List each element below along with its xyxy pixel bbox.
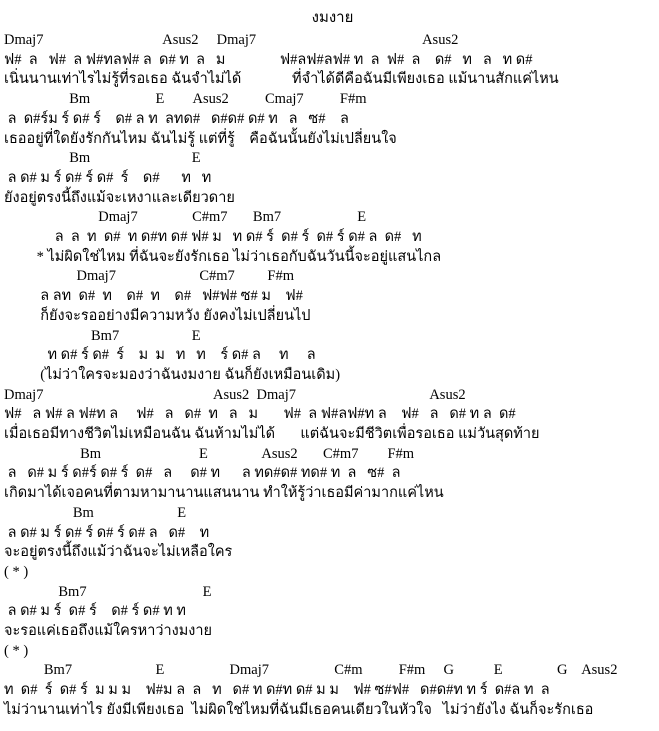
sheet-line: ล ล ท ด# ท ด#ท ด# ฟ# ม ท ด# ร์ ด# ร์ ด# ร์ ด# ล ด# ท [4,229,422,245]
sheet-line: ล ด#ร์ม ร์ ด# ร์ ด# ล ท ลทด# ด#ด# ด# ท ล ซ# ล [4,110,349,127]
sheet-line: ท ด# ร์ ด# ร์ ม ม ม ฟ#ม ล ล ท ด# ท ด#ท ด# ม ม ฟ# ซ#ฟ# ด#ด#ท ท ร์ ด#ล ท ล [4,682,550,699]
sheet-line: ฟ# ล ฟ# ล ฟ#ท ล ฟ# ล ด# ท ล ม ฟ# ล ฟ#ลฟ#ท ล ฟ# ล ด# ท ล ด# [4,406,516,423]
sheet-line: จะอยู่ตรงนี้ถึงแม้ว่าฉันจะไม่เหลือใคร [4,544,233,561]
sheet-line: Bm7 E Dmaj7 C#m F#m G E G Asus2 [4,662,618,679]
sheet-line: (ไม่ว่าใครจะมองว่าฉันงมงาย ฉันก็ยังเหมือนเดิม) [4,366,341,383]
sheet-line: Dmaj7 C#m7 Bm7 E [4,209,367,226]
sheet-line: เมื่อเธอมีทางชีวิตไม่เหมือนฉัน ฉันห้ามไม่ได้ แต่ฉันจะมีชีวิตเพื่อรอเธอ แม่วันสุดท้าย [4,426,540,442]
sheet-line: ล ด# ม ร์ ด#ร์ ด# ร์ ด# ล ด# ท ล ทด#ด# ทด# ท ล ซ# ล [4,465,401,482]
sheet-line: เกิดมาได้เจอคนที่ตามหามานานแสนนาน ทำให้รู้ว่าเธอมีค่ามากแค่ไหน [4,485,444,502]
sheet-line: * ไม่ผิดใช่ไหม ที่ฉันจะยังรักเธอ ไม่ว่าเธอกับฉันวันนี้จะอยู่แสนไกล [4,248,442,265]
sheet-line: ล ด# ม ร์ ด# ร์ ด# ร์ ด# ท ท [4,169,212,186]
sheet-line: ยังอยู่ตรงนี้ถึงแม้จะเหงาและเดียวดาย [4,189,235,206]
sheet-line: Dmaj7 Asus2 Dmaj7 Asus2 [4,386,466,403]
sheet-line: ฟ# ล ฟ# ล ฟ#ทลฟ# ล ด# ท ล ม ฟ#ลฟ#ลฟ# ท ล ฟ# ล ด# ท ล ท ด# [4,51,533,68]
sheet-line: Bm E Asus2 Cmaj7 F#m [4,91,367,108]
sheet-line: ( * ) [4,642,29,659]
sheet-line: เธออยู่ที่ใดยังรักกันไหม ฉันไม่รู้ แต่ที่รู้ คือฉันนั้นยังไม่เปลี่ยนใจ [4,130,397,147]
sheet-line: ไม่ว่านานเท่าไร ยังมีเพียงเธอ ไม่ผิดใช่ไหมที่ฉันมีเธอคนเดียวในหัวใจ ไม่ว่ายังไง ฉันก็จะรักเธอ [4,701,594,718]
sheet-line: Bm7 E [4,583,212,600]
sheet-line: ล ลท ด# ท ด# ท ด# ฟ#ฟ# ซ# ม ฟ# [4,288,303,305]
sheet-line: Bm E Asus2 C#m7 F#m [4,445,415,462]
sheet-line: Bm E [4,504,187,521]
sheet-line: Bm E [4,150,201,167]
sheet-line: ก็ยังจะรออย่างมีความหวัง ยังคงไม่เปลี่ยนไป [4,307,311,324]
sheet-line: ล ด# ม ร์ ด# ร์ ด# ร์ ด# ท ท [4,603,186,620]
sheet-line: เนิ่นนานเท่าไรไม่รู้ที่รอเธอ ฉันจำไม่ได้ ที่จำได้ดีคือฉันมีเพียงเธอ แม้นานสักแค่ไหน [4,71,559,88]
sheet-line: Bm7 E [4,327,201,344]
song-title: งมงาย [311,10,354,26]
sheet-line: ท ด# ร์ ด# ร์ ม ม ท ท ร์ ด# ล ท ล [4,347,316,364]
sheet-line: Dmaj7 C#m7 F#m [4,268,295,285]
sheet-line: Dmaj7 Asus2 Dmaj7 Asus2 [4,32,459,48]
sheet-line: ( * ) [4,563,29,580]
sheet-line: จะรอแค่เธอถึงแม้ใครหาว่างมงาย [4,623,213,639]
sheet-line: ล ด# ม ร์ ด# ร์ ด# ร์ ด# ล ด# ท [4,524,210,541]
